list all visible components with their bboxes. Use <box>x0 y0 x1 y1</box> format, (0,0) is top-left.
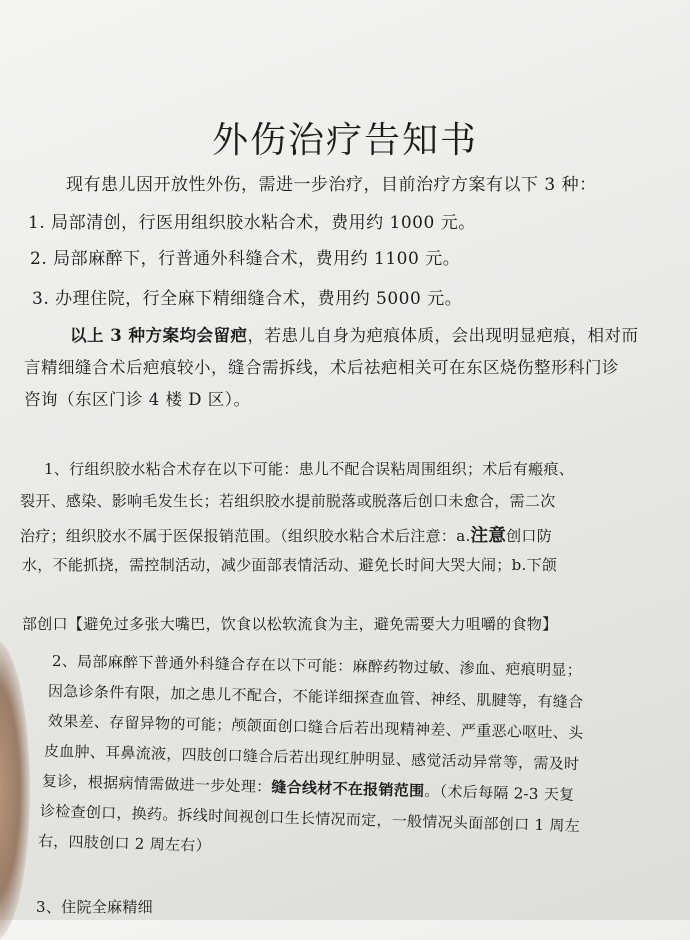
finger-shadow <box>0 640 30 940</box>
section1-line-5: 部创口【避免过多张大嘴巴，饮食以松软流食为主，避免需要大力咀嚼的食物】 <box>22 615 558 633</box>
section2-line-5-bold: 缝合线材不在报销范围 <box>271 778 425 801</box>
scar-note-bold: 以上 3 种方案均会留疤 <box>70 326 248 345</box>
scar-note-line-2: 言精细缝合术后疤痕较小，缝合需拆线，术后祛疤相关可在东区烧伤整形科门诊 <box>24 358 619 377</box>
document-title: 外伤治疗告知书 <box>211 120 478 161</box>
section2-line-6: 诊检查创口，换药。拆线时间视创口生长情况而定，一般情况头面部创口 1 周左 <box>39 802 581 836</box>
section2-line-2: 因急诊条件有限，加之患儿不配合，不能详细探查血管、神经、肌腱等，有缝合 <box>47 682 584 712</box>
scar-note-rest: ，若患儿自身为疤痕体质，会出现明显疤痕，相对而 <box>247 326 639 345</box>
section1-line-3-bold: 注意 <box>470 526 507 546</box>
scar-note-line-3: 咨询（东区门诊 4 楼 D 区）。 <box>24 390 251 409</box>
option-item-2: 2. 局部麻醉下，行普通外科缝合术，费用约 1100 元。 <box>30 249 461 269</box>
scar-note-line-1 <box>70 322 638 346</box>
section1-line-2: 裂开、感染、影响毛发生长；若组织胶水提前脱落或脱落后创口未愈合，需二次 <box>20 492 556 510</box>
section2-line-3: 效果差、存留异物的可能；颅颌面创口缝合后若出现精神差、严重恶心呕吐、头 <box>47 712 584 743</box>
section1-line-4: 水，不能抓挠，需控制活动，减少面部表情活动、避免长时间大哭大闹；b.下颌 <box>22 556 558 574</box>
section1-line-3 <box>20 522 552 547</box>
option-item-1: 1. 局部清创，行医用组织胶水粘合术，费用约 1000 元。 <box>28 213 476 233</box>
section2-line-5 <box>42 770 575 805</box>
intro-paragraph: 现有患儿因开放性外伤，需进一步治疗，目前治疗方案有以下 3 种： <box>66 175 597 195</box>
section1-line-1: 1、行组织胶水粘合术存在以下可能：患儿不配合误粘周围组织；术后有瘢痕、 <box>44 460 575 478</box>
section2-line-5-end: 。（术后每隔 2-3 天复 <box>424 782 575 804</box>
section1-line-3-end: 创口防 <box>506 527 553 545</box>
section1-line-3-start: 治疗；组织胶水不属于医保报销范围。（组织胶水粘合术后注意：a. <box>20 527 471 545</box>
section2-line-1: 2、局部麻醉下普通外科缝合存在以下可能：麻醉药物过敏、渗血、疤痕明显； <box>51 652 583 680</box>
section2-line-4: 皮血肿、耳鼻流液，四肢创口缝合后若出现红肿明显、感觉活动异常等，需及时 <box>43 742 580 774</box>
section2-line-5-start: 复诊，根据病情需做进一步处理： <box>41 772 272 797</box>
section2-line-7: 右，四肢创口 2 周左右） <box>37 832 212 855</box>
section3-line-1: 3、住院全麻精细 <box>36 898 153 916</box>
option-item-3: 3. 办理住院，行全麻下精细缝合术，费用约 5000 元。 <box>32 289 463 309</box>
